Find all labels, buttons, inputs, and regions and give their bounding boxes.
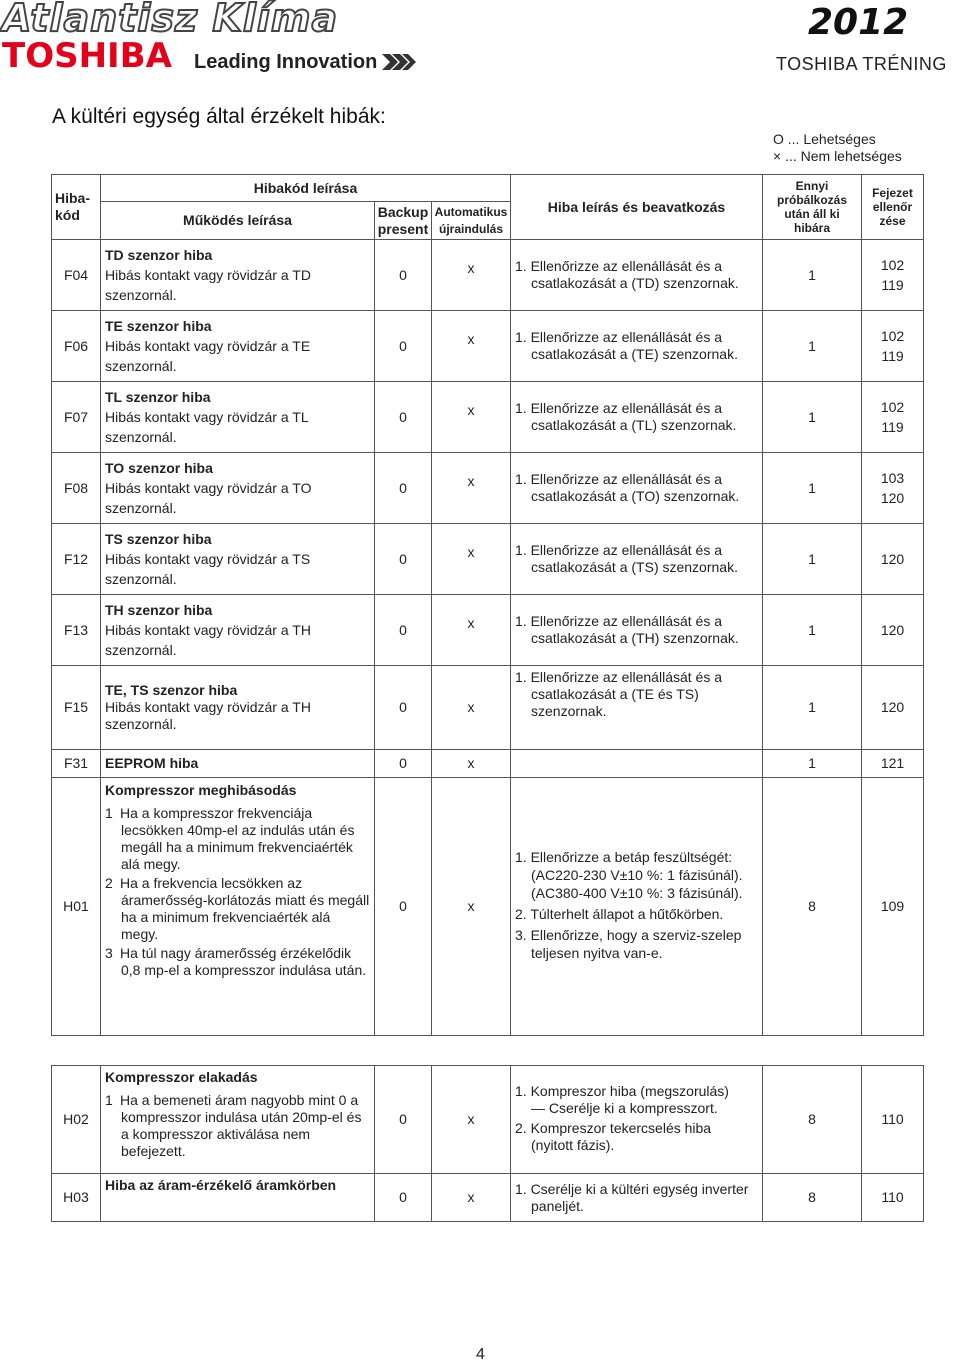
fault-description: TL szenzor hiba Hibás kontakt vagy rövidzár a TL szenzornál. (101, 382, 375, 453)
fault-code: F15 (52, 666, 101, 750)
fault-row-f31 (52, 750, 924, 778)
auto-restart-value: x (432, 595, 511, 666)
header-code: Hiba- kód (52, 175, 101, 240)
fault-row (52, 524, 924, 595)
chapter-value: 102 119 (862, 240, 924, 311)
year-logo: 2012 (808, 2, 909, 43)
action-item: 2. Kompreszor tekercselés hiba (nyitott fázis). (515, 1119, 712, 1153)
auto-restart-value: x (432, 311, 511, 382)
auto-restart-value: x (432, 1066, 511, 1174)
chapter-value: 120 (862, 595, 924, 666)
fault-action: 1. Ellenőrizze az ellenállását és a csatlakozását a (TO) szenzornak. (511, 453, 763, 524)
fault-description: TD szenzor hiba Hibás kontakt vagy rövidzár a TD szenzornál. (101, 240, 375, 311)
chapter-value: 120 (862, 524, 924, 595)
backup-value: 0 (375, 311, 432, 382)
header-chapter: Fejezet ellenőr zése (862, 175, 924, 240)
header-operation: Működés leírása (101, 202, 375, 240)
retries-value: 1 (763, 453, 862, 524)
auto-restart-value: x (432, 1174, 511, 1222)
fault-row (52, 311, 924, 382)
fault-action (511, 778, 763, 1036)
retries-value: 8 (763, 1066, 862, 1174)
backup-value: 0 (375, 453, 432, 524)
fault-code: H02 (52, 1066, 101, 1174)
header-retries: Ennyi próbálkozás után áll ki hibára (763, 175, 862, 240)
auto-restart-value: x (432, 453, 511, 524)
chapter-value: 110 (862, 1066, 924, 1174)
action-item: 2. Túlterhelt állapot a hűtőkörben. (515, 906, 724, 922)
fault-description: Kompresszor elakadás 1 Ha a bemeneti áram nagyobb mint 0 a kompresszor indulása után 20mp-el és a kompresszor aktiválása nem befejezett. (101, 1066, 375, 1174)
training-label: TOSHIBA TRÉNING (776, 54, 947, 74)
backup-value: 0 (375, 1066, 432, 1174)
backup-value: 0 (375, 524, 432, 595)
fault-action: 1. Ellenőrizze az ellenállását és a csatlakozását a (TL) szenzornak. (511, 382, 763, 453)
fault-code: H01 (52, 778, 101, 1036)
header-description-group: Hibakód leírása (101, 175, 511, 202)
fault-code: F31 (52, 750, 101, 778)
retries-value: 1 (763, 311, 862, 382)
fault-code: F12 (52, 524, 101, 595)
action-list (515, 848, 758, 962)
auto-restart-value: x (432, 524, 511, 595)
fault-row-h03 (52, 1174, 924, 1222)
fault-description: TE, TS szenzor hiba Hibás kontakt vagy rövidzár a TH szenzornál. (101, 666, 375, 750)
fault-action: 1. Ellenőrizze az ellenállását és a csatlakozását a (TE és TS) szenzornak. (511, 666, 763, 750)
brand-slogan: Leading Innovation (194, 51, 378, 73)
backup-value: 0 (375, 240, 432, 311)
fault-action: 1. Cserélje ki a kültéri egység inverter paneljét. (511, 1174, 763, 1222)
condition-list (105, 805, 370, 979)
auto-restart-value: x (432, 750, 511, 778)
condition-item: 2 Ha a frekvencia lecsökken az áramerősség-korlátozás miatt és megáll ha a minimum frekvenciaérték alá megy. (105, 875, 370, 942)
auto-restart-value: x (432, 666, 511, 750)
fault-action: 1. Ellenőrizze az ellenállását és a csatlakozását a (TS) szenzornak. (511, 524, 763, 595)
chapter-value: 103 120 (862, 453, 924, 524)
fault-action (511, 750, 763, 778)
page-title: A kültéri egység által érzékelt hibák: (52, 105, 386, 128)
fault-code: F08 (52, 453, 101, 524)
fault-description: EEPROM hiba (101, 750, 375, 778)
fault-code: H03 (52, 1174, 101, 1222)
backup-value: 0 (375, 595, 432, 666)
fault-description: TS szenzor hiba Hibás kontakt vagy rövidzár a TS szenzornál. (101, 524, 375, 595)
auto-restart-value: x (432, 240, 511, 311)
condition-item: 3 Ha túl nagy áramerősség érzékelődik 0,8 mp-el a kompresszor indulása után. (105, 945, 367, 978)
fault-code: F04 (52, 240, 101, 311)
brand-logo-atlantisz: Atlantisz Klíma (2, 0, 339, 40)
fault-description: Hiba az áram-érzékelő áramkörben (101, 1174, 375, 1222)
page-number: 4 (476, 1346, 485, 1363)
chapter-value: 109 (862, 778, 924, 1036)
backup-value: 0 (375, 1174, 432, 1222)
fault-code: F06 (52, 311, 101, 382)
fault-description: TO szenzor hiba Hibás kontakt vagy rövidzár a TO szenzornál. (101, 453, 375, 524)
fault-code: F07 (52, 382, 101, 453)
retries-value: 1 (763, 240, 862, 311)
header-action: Hiba leírás és beavatkozás (511, 175, 763, 240)
fault-row (52, 240, 924, 311)
action-list (515, 1083, 758, 1154)
chapter-value: 102 119 (862, 311, 924, 382)
fault-description: TH szenzor hiba Hibás kontakt vagy rövidzár a TH szenzornál. (101, 595, 375, 666)
action-item: 1. Kompreszor hiba (megszorulás) — Cserélje ki a kompresszort. (515, 1082, 729, 1116)
fault-action: 1. Ellenőrizze az ellenállását és a csatlakozását a (TH) szenzornak. (511, 595, 763, 666)
fault-row (52, 453, 924, 524)
fault-table (51, 174, 924, 1222)
fault-row (52, 595, 924, 666)
chevrons-icon (382, 52, 418, 72)
chapter-value: 102 119 (862, 382, 924, 453)
chapter-value: 110 (862, 1174, 924, 1222)
fault-code: F13 (52, 595, 101, 666)
retries-value: 1 (763, 750, 862, 778)
condition-list: 1 Ha a bemeneti áram nagyobb mint 0 a kompresszor indulása után 20mp-el és a kompresszor aktiválása nem befejezett. (105, 1092, 362, 1159)
action-item: 1. Ellenőrizze a betáp feszültségét: (AC220-230 V±10 %: 1 fázisúnál). (AC380-400 V±10 %: 3 fázisúnál). (515, 849, 743, 901)
retries-value: 8 (763, 778, 862, 1036)
fault-row-h02 (52, 1066, 924, 1174)
backup-value: 0 (375, 666, 432, 750)
fault-row (52, 382, 924, 453)
backup-value: 0 (375, 382, 432, 453)
retries-value: 1 (763, 595, 862, 666)
fault-row-f15 (52, 666, 924, 750)
action-item: 3. Ellenőrizze, hogy a szerviz-szelep teljesen nyitva van-e. (515, 927, 742, 961)
retries-value: 8 (763, 1174, 862, 1222)
retries-value: 1 (763, 524, 862, 595)
legend-possible: O ... Lehetséges (773, 131, 876, 147)
brand-logo-toshiba: TOSHIBA (2, 36, 172, 76)
fault-action: 1. Ellenőrizze az ellenállását és a csatlakozását a (TE) szenzornak. (511, 311, 763, 382)
auto-restart-value: x (432, 778, 511, 1036)
chapter-value: 120 (862, 666, 924, 750)
legend-not-possible: × ... Nem lehetséges (773, 148, 902, 164)
header-auto-restart: Automatikus újraindulás (432, 202, 511, 240)
backup-value: 0 (375, 750, 432, 778)
header-row-1 (52, 175, 924, 202)
auto-restart-value: x (432, 382, 511, 453)
header-backup: Backup present (375, 202, 432, 240)
chapter-value: 121 (862, 750, 924, 778)
fault-row-h01 (52, 778, 924, 1036)
condition-item: 1 Ha a kompresszor frekvenciája lecsökken 40mp-el az indulás után és megáll ha a minimum frekvenciaérték alá megy. (105, 805, 355, 872)
fault-description: TE szenzor hiba Hibás kontakt vagy rövidzár a TE szenzornál. (101, 311, 375, 382)
retries-value: 1 (763, 666, 862, 750)
backup-value: 0 (375, 778, 432, 1036)
retries-value: 1 (763, 382, 862, 453)
fault-action: 1. Ellenőrizze az ellenállását és a csatlakozását a (TD) szenzornak. (511, 240, 763, 311)
table-gap (52, 1036, 924, 1066)
fault-description: Kompresszor meghibásodás 1 Ha a kompresszor frekvenciája lecsökken 40mp-el az indulás után és megáll ha a minimum frekvenciaérték alá megy. 2 Ha a frekvencia lecsökken az áramerősség-korlátozás miatt és megáll ha a minimum frekvenciaérték alá megy. 3 Ha túl nagy áramerősség érzékelődik 0,8 mp-el a kompresszor indulása után. (101, 778, 375, 1036)
fault-action (511, 1066, 763, 1174)
